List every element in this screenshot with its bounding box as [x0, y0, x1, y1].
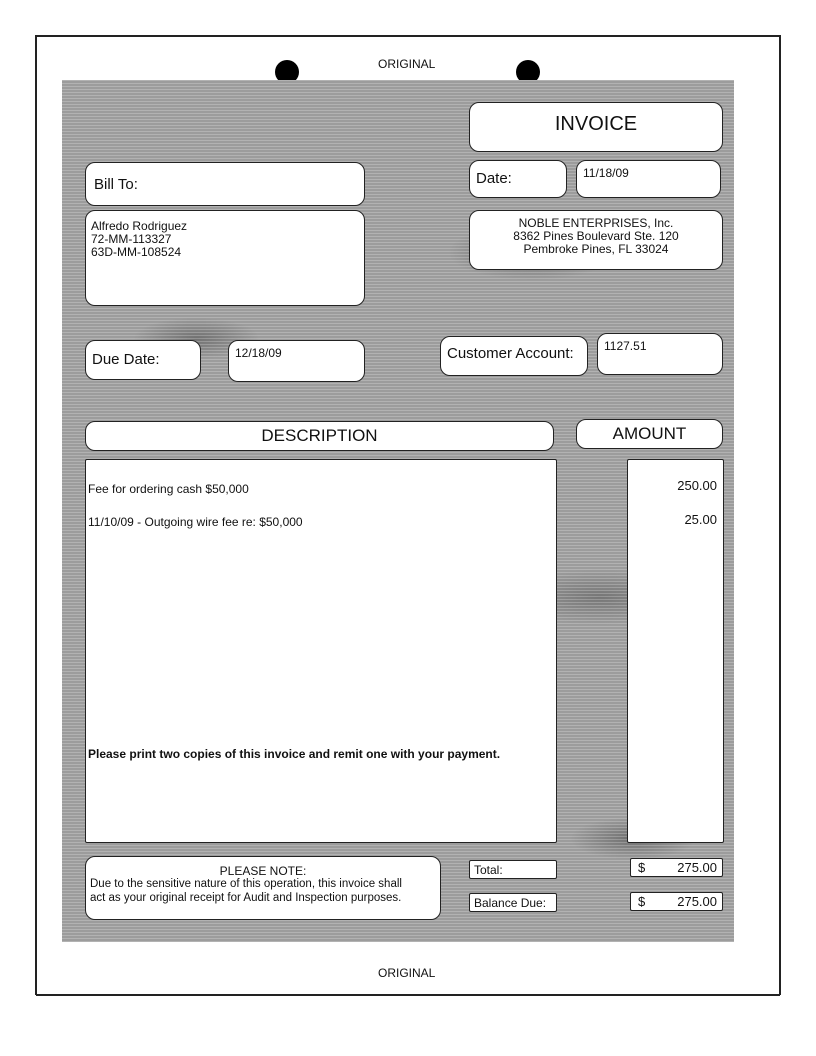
invoice-title: INVOICE	[554, 113, 638, 135]
balance-currency: $	[638, 894, 646, 909]
bill-to-line: 72-MM-113327	[91, 232, 172, 246]
top-original-marker: ORIGINAL	[378, 57, 436, 71]
please-note-title: PLEASE NOTE:	[219, 864, 307, 878]
description-header-box	[85, 421, 554, 451]
date-value: 11/18/09	[583, 166, 629, 180]
description-header: DESCRIPTION	[261, 426, 378, 445]
date-label: Date:	[476, 170, 512, 187]
total-currency: $	[638, 860, 646, 875]
frame-right-line	[779, 35, 781, 995]
due-date-value: 12/18/09	[235, 346, 282, 360]
due-date-label: Due Date:	[92, 351, 160, 368]
remit-note: Please print two copies of this invoice and remit one with your payment.	[88, 747, 501, 761]
vendor-line: NOBLE ENTERPRISES, Inc.	[518, 216, 674, 230]
total-value-box	[630, 858, 723, 877]
amount-header: AMOUNT	[612, 424, 687, 443]
due-date-label-box	[85, 340, 201, 380]
frame-top-line	[36, 35, 780, 37]
total-label-box	[469, 860, 557, 879]
balance-value: 275.00	[677, 894, 717, 909]
amount-area	[627, 459, 724, 843]
date-value-box	[576, 160, 721, 198]
bill-to-address-box	[85, 210, 365, 306]
invoice-title-box	[469, 102, 723, 152]
frame-bottom-line	[36, 994, 780, 996]
bill-to-label: Bill To:	[94, 176, 138, 193]
balance-value-box	[630, 892, 723, 911]
description-area	[85, 459, 557, 843]
frame-left-line	[35, 35, 37, 995]
due-date-value-box	[228, 340, 365, 382]
vendor-line: Pembroke Pines, FL 33024	[523, 242, 669, 256]
balance-label: Balance Due:	[474, 896, 547, 910]
bottom-original-marker: ORIGINAL	[378, 966, 436, 980]
balance-label-box	[469, 893, 557, 912]
please-note-line: act as your original receipt for Audit and Inspection purposes.	[90, 892, 402, 904]
customer-account-value: 1127.51	[604, 339, 647, 353]
please-note-line: Due to the sensitive nature of this operation, this invoice shall	[90, 878, 402, 890]
bill-to-line: 63D-MM-108524	[91, 245, 182, 259]
line-item-amount: 250.00	[677, 478, 717, 493]
vendor-line: 8362 Pines Boulevard Ste. 120	[513, 229, 679, 243]
please-note-box	[85, 856, 441, 920]
bill-to-label-box	[85, 162, 365, 206]
line-item-description: 11/10/09 - Outgoing wire fee re: $50,000	[88, 515, 303, 529]
total-value: 275.00	[677, 860, 717, 875]
customer-account-label-box	[440, 336, 588, 376]
total-label: Total:	[474, 863, 503, 877]
amount-header-box	[576, 419, 723, 449]
date-label-box	[469, 160, 567, 198]
customer-account-label: Customer Account:	[447, 345, 574, 362]
line-item-description: Fee for ordering cash $50,000	[88, 482, 249, 496]
line-item-amount: 25.00	[684, 512, 717, 527]
vendor-address-box	[469, 210, 723, 270]
bill-to-line: Alfredo Rodriguez	[91, 219, 188, 233]
customer-account-value-box	[597, 333, 723, 375]
